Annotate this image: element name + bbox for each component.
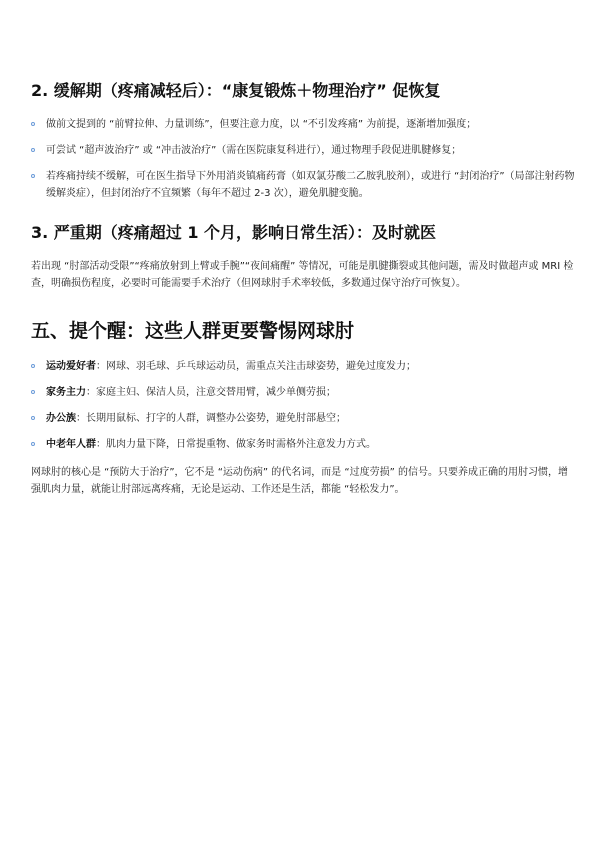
list-item-text: 做前文提到的 “前臂拉伸、力量训练”，但要注意力度，以 “不引发疼痛” 为前提，逐渐增加强度；: [46, 119, 477, 130]
list-item: [31, 142, 575, 159]
list-item: [31, 410, 575, 427]
section-2-list: [31, 116, 575, 202]
bullet-circle-icon: [31, 122, 35, 126]
section-5-list: [31, 358, 575, 453]
conclusion-paragraph: 网球肘的核心是 “预防大于治疗”，它不是 “运动伤病” 的代名词，而是 “过度劳损” 的信号。只要养成正确的用肘习惯，增强肌肉力量，就能让肘部远离疼痛，无论是运动、工作还是生活，都能 “轻松发力”。: [31, 467, 568, 495]
list-item-text: 若疼痛持续不缓解，可在医生指导下外用消炎镇痛药膏（如双氯芬酸二乙胺乳胶剂），或进行 “封闭治疗”（局部注射药物缓解炎症），但封闭治疗不宜频繁（每年不超过 2-3 次），避免肌腱变脆。: [46, 171, 575, 199]
bullet-circle-icon: [31, 148, 35, 152]
section-3-heading: 3. 严重期（疼痛超过 1 个月，影响日常生活）：及时就医: [31, 223, 437, 242]
list-item-text: 可尝试 “超声波治疗” 或 “冲击波治疗”（需在医院康复科进行），通过物理手段促进肌腱修复；: [46, 145, 462, 156]
group-term: 家务主力: [46, 387, 86, 398]
bullet-circle-icon: [31, 442, 35, 446]
group-term: 办公族: [46, 413, 76, 424]
section-5-heading: 五、提个醒：这些人群更要警惕网球肘: [31, 320, 355, 342]
group-text: ：网球、羽毛球、乒乓球运动员，需重点关注击球姿势，避免过度发力；: [96, 361, 416, 372]
section-2-heading: 2. 缓解期（疼痛减轻后）：“康复锻炼＋物理治疗” 促恢复: [31, 81, 441, 100]
bullet-circle-icon: [31, 364, 35, 368]
bullet-circle-icon: [31, 416, 35, 420]
bullet-circle-icon: [31, 174, 35, 178]
group-term: 中老年人群: [46, 439, 96, 450]
group-text: ：长期用鼠标、打字的人群，调整办公姿势，避免肘部悬空；: [76, 413, 346, 424]
bullet-circle-icon: [31, 390, 35, 394]
list-item: [31, 436, 575, 453]
group-term: 运动爱好者: [46, 361, 96, 372]
section-3-paragraph: 若出现 “肘部活动受限”“疼痛放射到上臂或手腕”“夜间痛醒” 等情况，可能是肌腱撕裂或其他问题，需及时做超声或 MRI 检查，明确损伤程度，必要时可能需要手术治疗（但网球肘手术率较低，多数通过保守治疗可恢复）。: [31, 261, 574, 289]
list-item: [31, 358, 575, 375]
list-item: [31, 168, 575, 202]
list-item: [31, 116, 575, 133]
group-text: ：肌肉力量下降，日常提重物、做家务时需格外注意发力方式。: [96, 439, 376, 450]
list-item: [31, 384, 575, 401]
group-text: ：家庭主妇、保洁人员，注意交替用臂，减少单侧劳损；: [86, 387, 336, 398]
